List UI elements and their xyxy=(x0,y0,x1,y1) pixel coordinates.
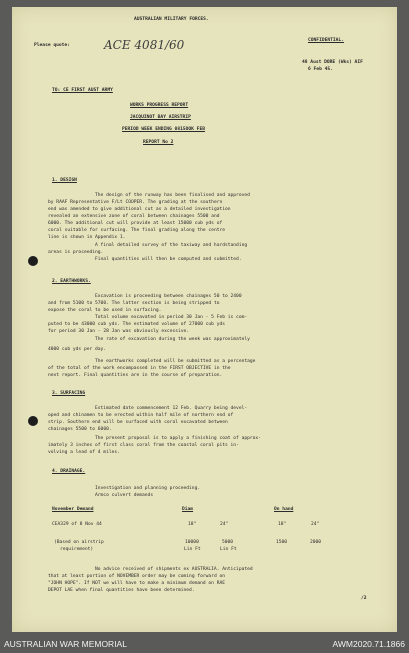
s2-line: and from 5100 to 5700. The latter section is being stripped to xyxy=(48,301,220,306)
s2-line: for period 30 Jan - 28 Jan was obviously excessive. xyxy=(48,329,190,334)
s1-line: revealed an extensive zone of coral between chainages 5500 and xyxy=(48,214,220,219)
s4-line: Investigation and planning proceeding. xyxy=(95,486,201,491)
table-header-demand: November Demand xyxy=(52,507,94,512)
s4-line: that at least portion of NOVEMBER order may be coming forward on xyxy=(48,574,226,579)
table-header-diam: Diam xyxy=(182,507,194,512)
table-row1-label: CEA329 of 8 Nov 44 xyxy=(52,522,102,527)
table-cell: 5000 xyxy=(222,540,234,545)
section-4-heading: 4. DRAINAGE. xyxy=(52,469,86,474)
s3-line: imately 3 inches of first class coral from the coastal coral pits in- xyxy=(48,443,239,448)
report-number: REPORT No 2 xyxy=(143,140,174,145)
s3-line: volving a lead of 4 miles. xyxy=(48,450,120,455)
table-cell: Lin Ft xyxy=(220,547,237,552)
s2-line: 4000 cub yds per day. xyxy=(48,347,107,352)
footer-source: AUSTRALIAN WAR MEMORIAL xyxy=(4,639,127,649)
punch-hole xyxy=(28,256,38,266)
report-title-2: JACQUINOT BAY AIRSTRIP xyxy=(130,115,191,120)
s1-line: by RAAF Representative F/Lt COOPER. The grading at the southern xyxy=(48,200,223,205)
document-page xyxy=(12,7,397,632)
table-cell: 10000 xyxy=(185,540,199,545)
s1-line: A final detailed survey of the taxiway and hardstanding xyxy=(95,243,248,248)
s2-line: next report. Final quantities are in the course of preparation. xyxy=(48,373,223,378)
s1-line: The design of the runway has been finalised and approved xyxy=(95,193,250,198)
table-cell: 18" xyxy=(278,522,287,527)
handwritten-reference: ACE 4081/60 xyxy=(104,38,185,52)
s2-line: The earthworks completed will be submitted as a percentage xyxy=(95,359,256,364)
forces-heading: AUSTRALIAN MILITARY FORCES. xyxy=(134,17,209,22)
punch-hole xyxy=(28,416,38,426)
s2-line: Total volume excavated in period 30 Jan - 5 Feb is com- xyxy=(95,315,248,320)
table-cell: 24" xyxy=(220,522,229,527)
s2-line: expose the coral to be used in surfacing. xyxy=(48,308,162,313)
s4-line: DEPOT LAE when final quantities have been determined. xyxy=(48,588,195,593)
s3-line: Estimated date commencement 12 Feb. Quarry being devel- xyxy=(95,406,248,411)
s1-line: Final quantities will then be computed and submitted. xyxy=(95,257,242,262)
s1-line: end was amended to give additional cut as a detailed investigation xyxy=(48,207,231,212)
addressee: TO: CE FIRST AUST ARMY xyxy=(52,88,113,93)
s3-line: chainages 5500 to 6000. xyxy=(48,427,112,432)
s2-line: puted to be 43000 cub yds. The estimated volume of 27000 cub yds xyxy=(48,322,226,327)
s1-line: coral suitable for surfacing. The final grading along the centre xyxy=(48,228,226,233)
section-1-heading: 1. DESIGN xyxy=(52,178,77,183)
section-2-heading: 2. EARTHWORKS. xyxy=(52,279,91,284)
section-3-heading: 3. SURFACING xyxy=(52,391,86,396)
s3-line: strip. Southern end will be surfaced with coral excavated between xyxy=(48,420,228,425)
s3-line: The present proposal is to apply a finishing coat of approx- xyxy=(95,436,261,441)
table-row2-label: (Based on airstrip xyxy=(54,540,104,545)
table-header-on-hand: On hand xyxy=(274,507,294,512)
s4-line: Armco culvert demands xyxy=(95,493,154,498)
page-continuation: /2 xyxy=(361,596,367,601)
table-cell: 1500 xyxy=(276,540,288,545)
s1-line: line is shown in Appendix 1. xyxy=(48,235,126,240)
unit-name: 48 Aust DORE (Wks) AIF xyxy=(302,60,363,65)
table-row2-label: requirement) xyxy=(60,547,94,552)
please-quote-label: Please quote: xyxy=(34,43,70,48)
s1-line: areas is proceeding. xyxy=(48,250,104,255)
report-date: 6 Feb 45. xyxy=(308,67,333,72)
classification-stamp: CONFIDENTIAL. xyxy=(308,38,344,43)
s4-line: "JOHN HOPE". If NOT we will have to make a minimum demand on RAE xyxy=(48,581,226,586)
footer-accession-number: AWM2020.71.1866 xyxy=(332,639,405,649)
table-cell: 2000 xyxy=(310,540,322,545)
s2-line: Excavation is proceeding between chainages 50 to 2400 xyxy=(95,294,242,299)
s3-line: oped and chinamen to be erected within half mile of northern end of xyxy=(48,413,234,418)
report-title-3: PERIOD WEEK ENDING 0815OOK FEB xyxy=(122,127,205,132)
table-cell: 24" xyxy=(311,522,320,527)
s2-line: The rate of excavation during the week was approximately xyxy=(95,337,250,342)
s4-line: No advice received of shipments ex AUSTRALIA. Anticipated xyxy=(95,567,253,572)
table-cell: Lin Ft xyxy=(184,547,201,552)
table-cell: 18" xyxy=(188,522,197,527)
s2-line: of the total of the work encompassed in the FIRST OBJECTIVE in the xyxy=(48,366,231,371)
report-title-1: WORKS PROGRESS REPORT xyxy=(130,103,189,108)
s1-line: 6000. The additional cut will provide at least 15000 cub yds of xyxy=(48,221,223,226)
